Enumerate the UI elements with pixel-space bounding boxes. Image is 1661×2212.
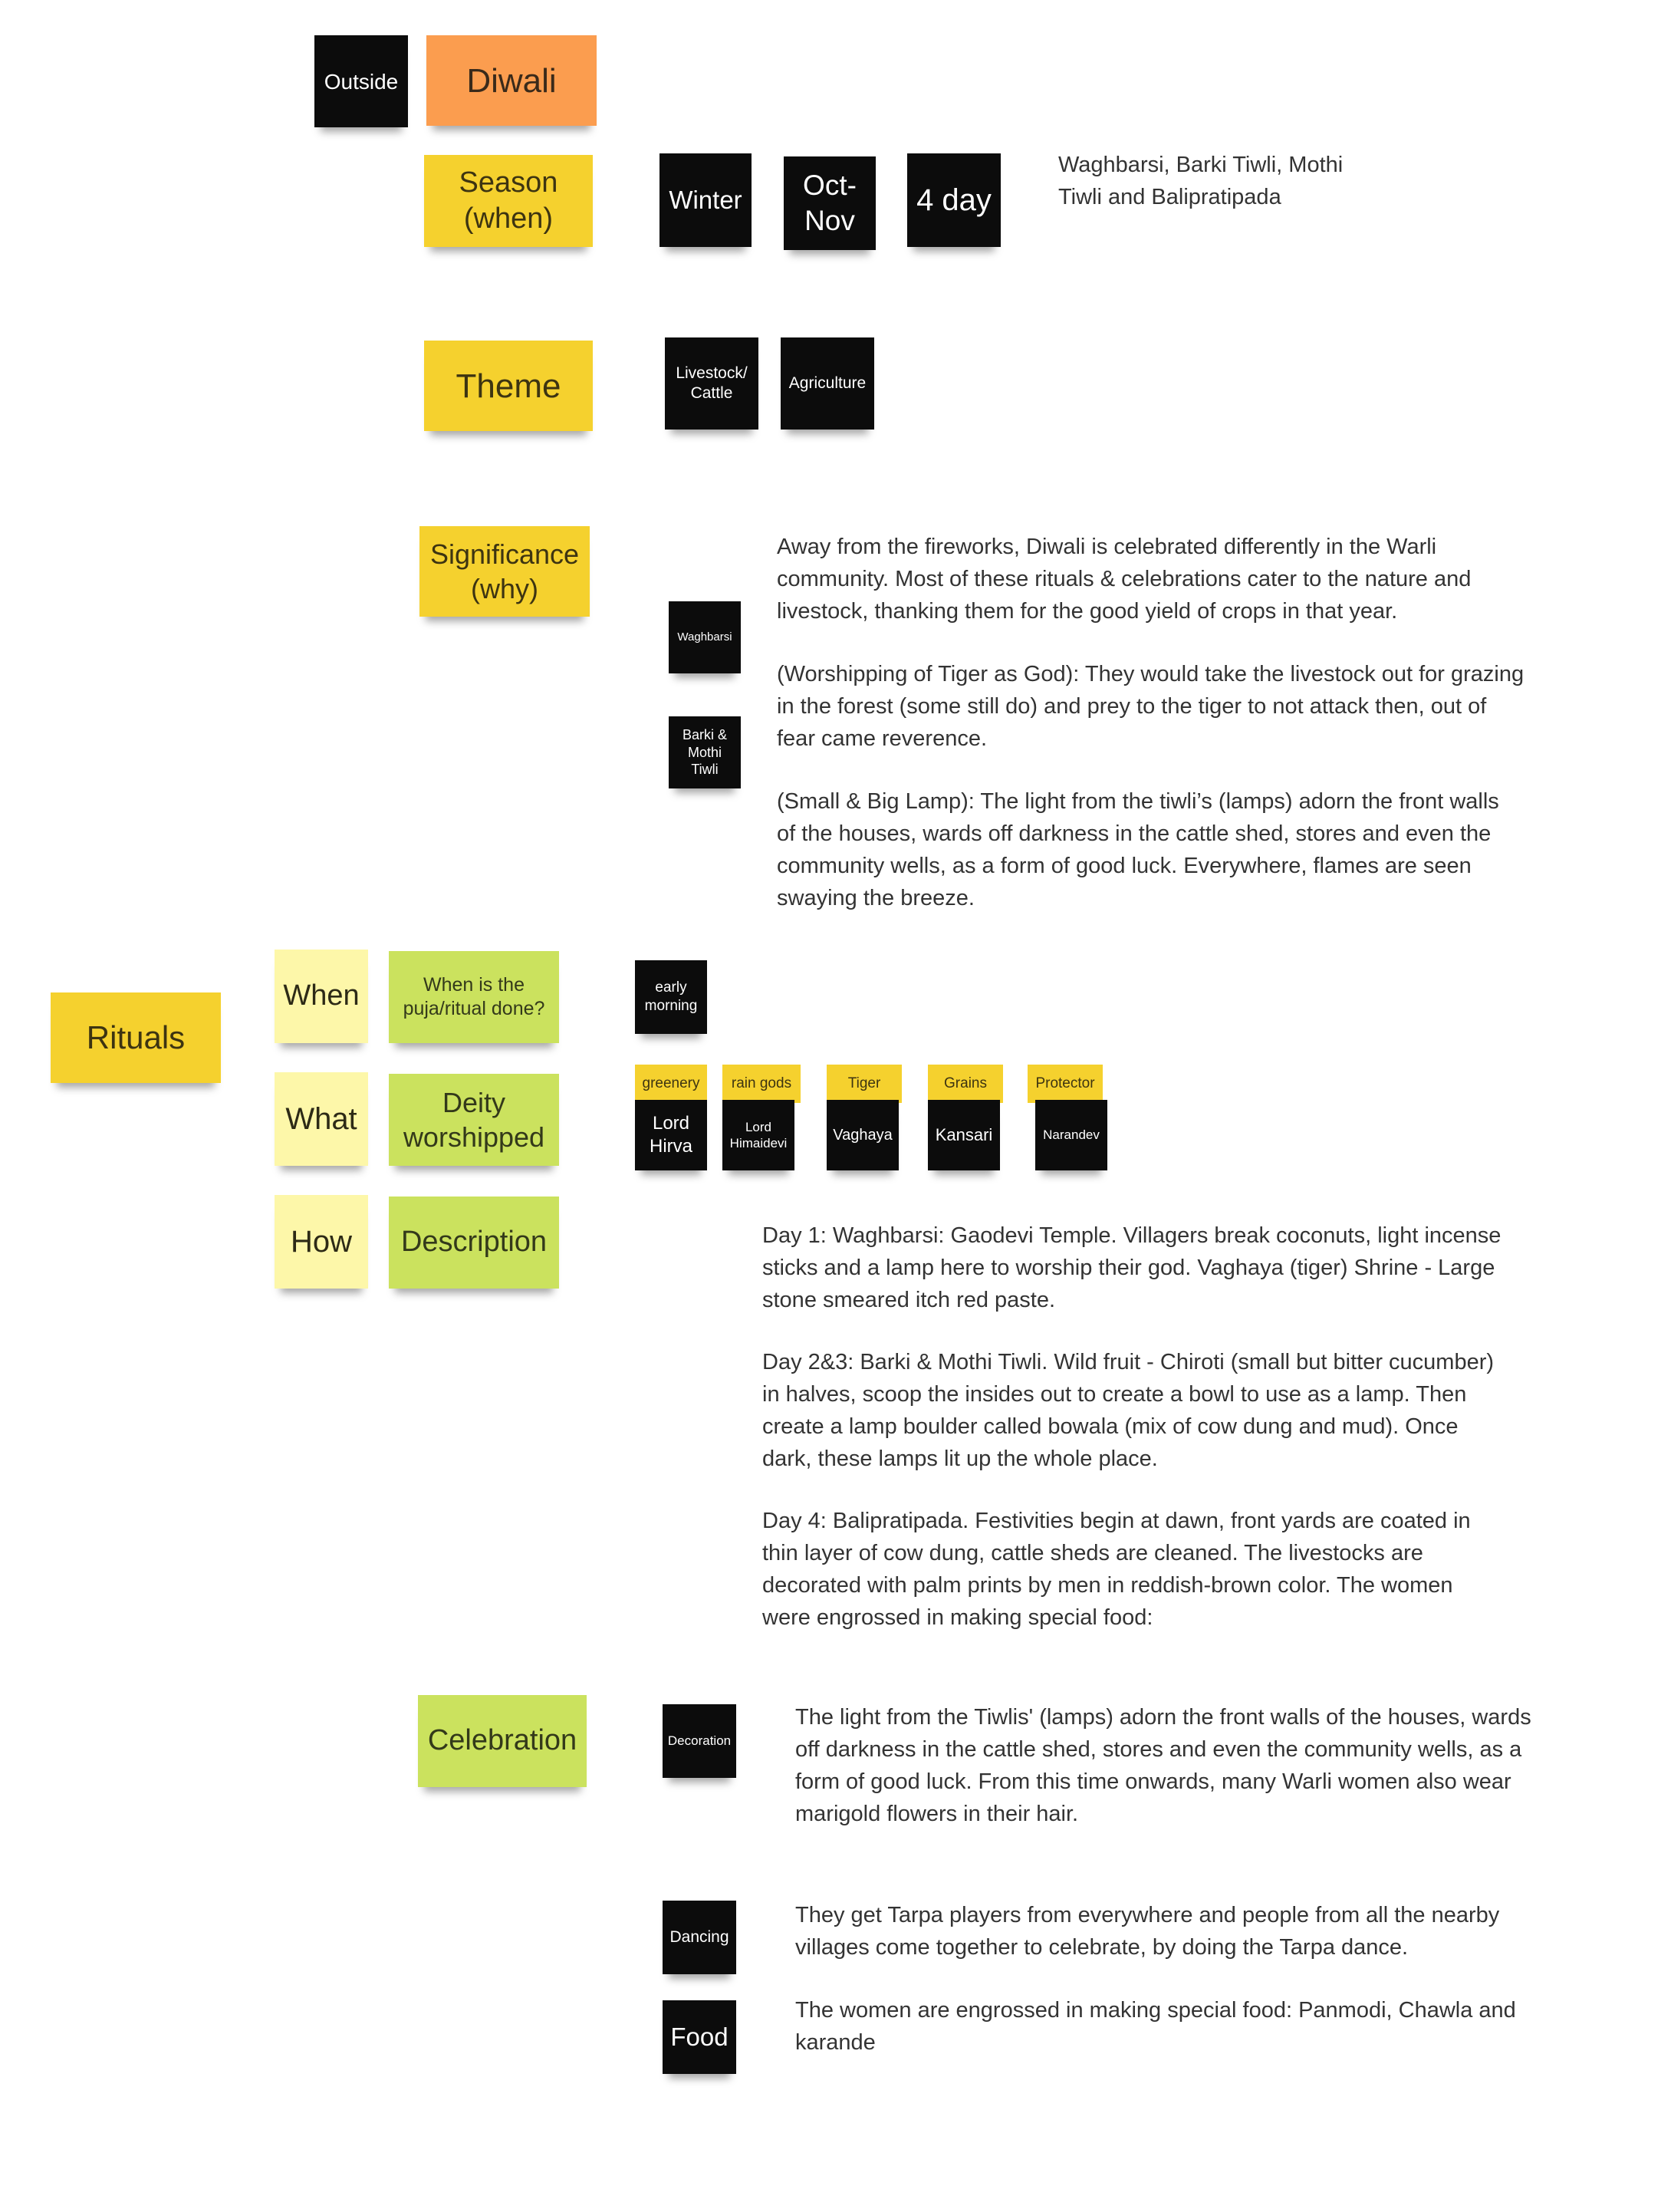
celebration-note[interactable]: Celebration (418, 1695, 587, 1787)
season-days-text: Waghbarsi, Barki Tiwli, Mothi Tiwli and Balipratipada (1058, 153, 1344, 209)
deity-tag: Tiger (827, 1065, 902, 1103)
how-note[interactable]: How (275, 1195, 368, 1289)
deity-name[interactable]: Lord Hirva (635, 1100, 707, 1170)
what-note[interactable]: What (275, 1072, 368, 1166)
barki-mothi-note[interactable]: Barki & Mothi Tiwli (669, 716, 741, 788)
rituals-note[interactable]: Rituals (51, 992, 221, 1083)
outside-note[interactable]: Outside (314, 35, 408, 127)
decoration-note[interactable]: Decoration (663, 1704, 736, 1778)
deity-tag: Grains (928, 1065, 1003, 1103)
when-note[interactable]: When (275, 950, 368, 1043)
significance-para-1: Away from the fireworks, Diwali is celebrated differently in the Warli community. Most of these rituals & celebrations cater to the nature and livestock, thanking them for the good yield of crops in that year. (777, 535, 1472, 624)
when-question-note[interactable]: When is the puja/ritual done? (389, 951, 559, 1043)
winter-note[interactable]: Winter (659, 153, 752, 247)
deity-name[interactable]: Vaghaya (827, 1100, 899, 1170)
description-day-4: Day 4: Balipratipada. Festivities begin at dawn, front yards are coated in thin layer of cow dung, cattle sheds are cleaned. The livestocks are decorated with palm prints by men in reddish-brown color. The women were engrossed in making special food: (762, 1509, 1471, 1630)
significance-note[interactable]: Significance (why) (419, 526, 590, 617)
decoration-text: The light from the Tiwlis' (lamps) adorn the front walls of the houses, wards off darkness in the cattle shed, stores and even the community wells, as a form of good luck. From this time onwards, many Warli women also wear marigold flowers in their hair. (795, 1705, 1531, 1826)
duration-note[interactable]: 4 day (907, 153, 1001, 247)
livestock-note[interactable]: Livestock/ Cattle (665, 337, 758, 430)
significance-para-3: (Small & Big Lamp): The light from the tiwli’s (lamps) adorn the front walls of the houses, wards off darkness in the cattle shed, stores and even the community wells, as a form of good luck. Everywhere, flames are seen swaying the breeze. (777, 789, 1499, 910)
agriculture-note[interactable]: Agriculture (781, 337, 874, 430)
dancing-text: They get Tarpa players from everywhere and people from all the nearby villages come together to celebrate, by doing the Tarpa dance. (795, 1903, 1500, 1960)
theme-note[interactable]: Theme (424, 341, 593, 431)
deity-tag: greenery (635, 1065, 707, 1103)
description-day-1: Day 1: Waghbarsi: Gaodevi Temple. Villagers break coconuts, light incense sticks and a lamp here to worship their god. Vaghaya (tiger) Shrine - Large stone smeared itch red paste. (762, 1223, 1501, 1312)
food-text: The women are engrossed in making special food: Panmodi, Chawla and karande (795, 1998, 1516, 2055)
description-day-2-3: Day 2&3: Barki & Mothi Tiwli. Wild fruit - Chiroti (small but bitter cucumber) in halves, scoop the insides out to create a bowl to use as a lamp. Then create a lamp boulder called bowala (mix of cow dung and mud). Once dark, these lamps lit up the whole place. (762, 1350, 1495, 1471)
waghbarsi-note[interactable]: Waghbarsi (669, 601, 741, 673)
early-morning-note[interactable]: early morning (635, 960, 707, 1034)
season-note[interactable]: Season (when) (424, 155, 593, 247)
deity-name[interactable]: Kansari (928, 1100, 1000, 1170)
significance-para-2: (Worshipping of Tiger as God): They would take the livestock out for grazing in the forest (some still do) and prey to the tiger to not attack then, out of fear came reverence. (777, 662, 1525, 751)
deity-tag: Protector (1028, 1065, 1103, 1103)
diwali-note[interactable]: Diwali (426, 35, 597, 126)
deity-note[interactable]: Deity worshipped (389, 1074, 559, 1166)
deity-name[interactable]: Lord Himaidevi (722, 1100, 794, 1170)
deity-tag: rain gods (722, 1065, 801, 1103)
months-note[interactable]: Oct- Nov (784, 156, 876, 250)
dancing-note[interactable]: Dancing (663, 1901, 736, 1974)
deity-name[interactable]: Narandev (1035, 1100, 1107, 1170)
description-note[interactable]: Description (389, 1197, 559, 1289)
food-note[interactable]: Food (663, 2000, 736, 2074)
